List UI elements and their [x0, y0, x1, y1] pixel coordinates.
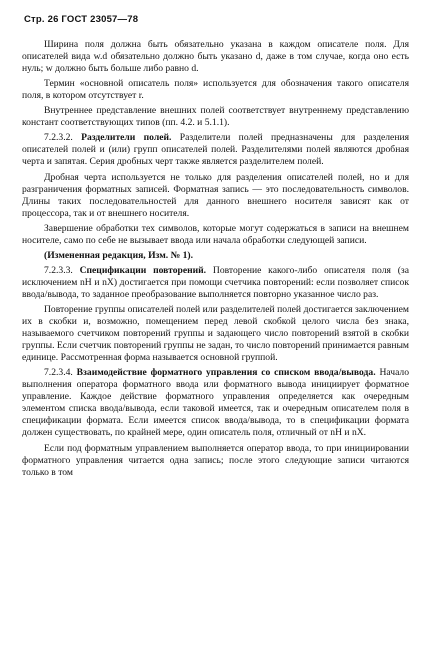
paragraph-processing-completion: Завершение обработки тех символов, которые могут содержаться в записи на внешнем носителе, само по себе не вызывает ввода или начала обработки следующей записи. [22, 222, 409, 246]
paragraph-slash-usage: Дробная черта используется не только для разделения описателей полей, но и для разграничения форматных записей. Форматная запись — это последовательность символов. Длины таких последовательностей для данного внешнего носителя зависят как от процессора, так и от внешнего носителя. [22, 171, 409, 219]
paragraph-group-repetition: Повторение группы описателей полей или разделителей полей достигается заключением их в скобки и, возможно, помещением перед левой скобкой целого числа без знака, называемого счетчиком повторений группы и задающего число повторений взятой в скобки группы. Если счетчик повторений группы не задан, то число повторений принимается равным единице. Рассмотренная форма называется основной группой. [22, 303, 409, 364]
section-7-2-3-3 [22, 265, 409, 301]
section-number: 7.2.3.2. [44, 132, 82, 144]
section-body: Начало выполнения оператора форматного ввода или форматного вывода инициирует форматное управление. Каждое действие форматного управления определяется как очередным элементом списка ввода/вывода, если таковой имеется, так и очередным описателем поля в спецификации формата. Если имеется список ввода/вывода, то в спецификации формата должен существовать, по крайней мере, один описатель поля, отличный от nH и nX. [22, 367, 410, 439]
section-body: Разделители полей предназначены для разделения описателей полей и (или) групп описателей полей. Разделителями полей являются дробная черта и запятая. Серия дробных черт также является разделителем полей. [22, 132, 410, 168]
page-header: Стр. 26 ГОСТ 23057—78 [24, 14, 139, 25]
section-number: 7.2.3.4. [44, 367, 77, 379]
section-number: 7.2.3.3. [44, 264, 80, 276]
amendment-text: (Измененная редакция, Изм. № 1). [44, 249, 194, 261]
section-7-2-3-2 [22, 132, 409, 168]
section-7-2-3-4 [22, 367, 409, 439]
amendment-note [22, 250, 409, 262]
paragraph-field-width: Ширина поля должна быть обязательно указана в каждом описателе поля. Для описателей вида w.d обязательно должно быть указано d, даже в том случае, когда оно есть нуль; w должно быть больше либо равно d. [22, 39, 409, 75]
paragraph-input-statement: Если под форматным управлением выполняется оператор ввода, то при инициировании форматного управления читается одна запись; после этого следующие записи читаются только в том [22, 442, 409, 478]
section-title: Разделители полей. [81, 132, 172, 144]
paragraph-internal-representation: Внутреннее представление внешних полей соответствует внутреннему представлению констант соответствующих типов (пп. 4.2. и 5.1.1). [22, 105, 409, 129]
section-title: Спецификации повторений. [79, 264, 207, 276]
section-body: Повторение какого-либо описателя поля (за исключением nH и nX) достигается при помощи счетчика повторений: если позволяет список ввода/вывода, то заданное преобразование выполняется повторно указанное число раз. [22, 264, 409, 300]
paragraph-basic-descriptor-term: Термин «основной описатель поля» используется для обозначения такого описателя поля, в котором отсутствует r. [22, 78, 409, 102]
section-title: Взаимодействие форматного управления со списком ввода/вывода. [76, 367, 376, 379]
